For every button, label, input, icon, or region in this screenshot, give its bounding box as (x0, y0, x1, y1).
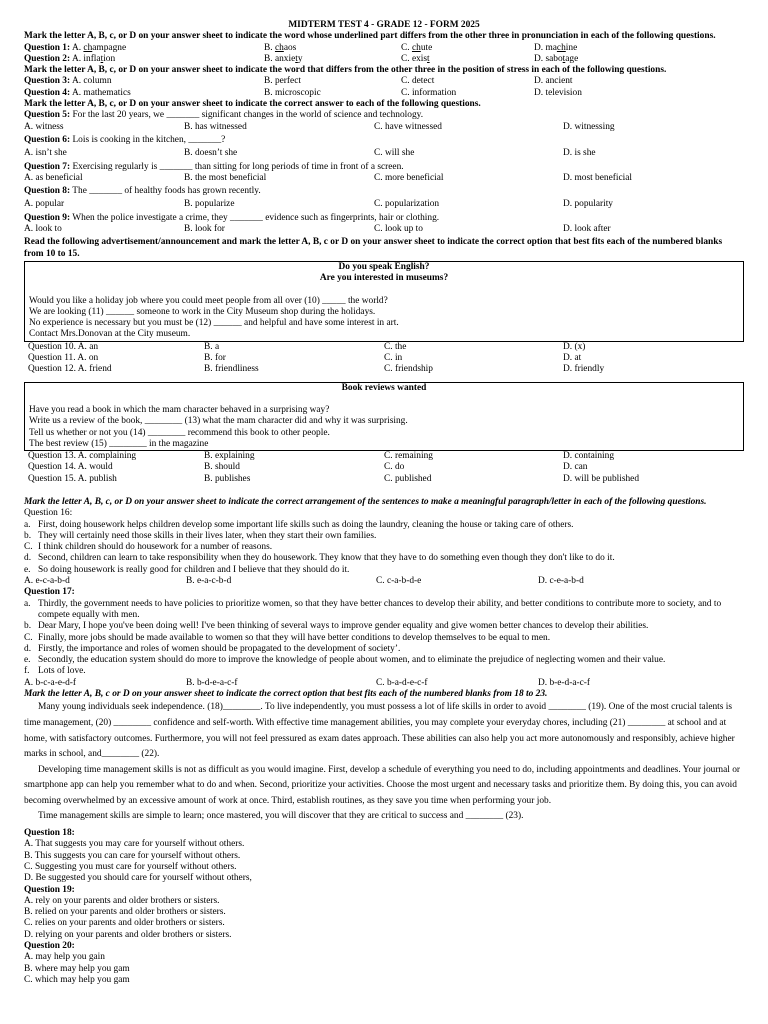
question-row (24, 54, 744, 65)
option-a: Question 1: A. champagne (24, 42, 127, 53)
book-review-line: Tell us whether or not you (14) ________ recommend this book to other people. (29, 427, 330, 438)
option-b: B. friendliness (204, 364, 259, 375)
option-b: B. where may help you gam (24, 963, 130, 974)
options-row (24, 678, 744, 689)
options-row (24, 199, 744, 210)
option-c: C. look up to (374, 224, 423, 235)
sentence-item: a. Thirdly, the government needs to have policies to prioritize women, so that they have better chances to develop their ability, and better conditions to contribute more to society, and to compete equally with men. (24, 598, 722, 620)
option-d: D. b-e-d-a-c-f (538, 677, 591, 688)
instruction-cloze: Mark the letter A, B, c or D on your answer sheet to indicate the correct option that best fits each of the numbered blanks from 18 to 23. (24, 689, 548, 700)
option-a: A. popular (24, 199, 65, 210)
question-stem: Question 7: Exercising regularly is _______ than sitting for long periods of time in front of a screen. (24, 161, 404, 172)
option-b: B. explaining (204, 451, 255, 462)
question-label: Question 17: (24, 587, 75, 598)
options-row (24, 576, 744, 587)
option-a: Question 12. A. friend (28, 364, 112, 375)
instruction-advertisement: Read the following advertisement/announcement and mark the letter A, B, c or D on your answer sheet to indicate the correct option that best fits each of the numbered blanks from 10 to 15. (24, 237, 723, 259)
option-d: D. can (563, 462, 588, 473)
option-a: A. b-c-a-e-d-f (24, 677, 77, 688)
option-d: D. c-e-a-b-d (538, 576, 584, 587)
question-label: Question 16: (24, 508, 73, 519)
sentence-item: C. Finally, more jobs should be made available to women so that they will have better conditions to develop themselves to be equal to men. (24, 632, 551, 643)
option-c: C. will she (374, 148, 415, 159)
instruction-arrangement: Mark the letter A, B, c, or D on your answer sheet to indicate the correct arrangement of the sentences to make a meaningful paragraph/letter in each of the following questions. (24, 496, 707, 507)
option-a: A. as beneficial (24, 172, 83, 183)
sentence-item: d. Firstly, the importance and roles of women should be propagated to the development of society’. (24, 643, 401, 654)
option-d: D. at (563, 353, 582, 364)
option-d: D. look after (563, 224, 611, 235)
option-a: Question 15. A. publish (28, 473, 117, 484)
instruction-stress: Mark the letter A, B, c, or D on your answer sheet to indicate the word that differs from the other three in the position of stress in each of the following questions. (24, 65, 667, 76)
option-a: A. That suggests you may care for yourself without others. (24, 839, 245, 850)
question-label: Question 18: (24, 828, 75, 839)
option-d: D. sabotage (534, 53, 579, 64)
options-row (24, 173, 744, 184)
option-d: D. Be suggested you should care for yourself without others, (24, 873, 252, 884)
option-c: C. the (384, 341, 407, 352)
advertisement-box (24, 261, 744, 342)
option-d: D. popularity (563, 199, 613, 210)
option-a: Question 4: A. mathematics (24, 87, 131, 98)
option-b: B. microscopic (264, 87, 321, 98)
options-row (24, 224, 744, 235)
option-c: C. chute (401, 42, 433, 53)
option-a: A. look to (24, 224, 62, 235)
options-row (24, 148, 744, 159)
option-c: C. Suggesting you must care for yourself without others. (24, 861, 237, 872)
option-c: C. published (384, 473, 432, 484)
question-stem: Question 5: For the last 20 years, we _______ significant changes in the world of science and technology. (24, 110, 424, 121)
option-c: C. more beneficial (374, 172, 444, 183)
option-b: B. a (204, 341, 220, 352)
option-b: B. has witnessed (184, 121, 247, 132)
option-c: C. remaining (384, 451, 433, 462)
option-b: B. the most beneficial (184, 172, 267, 183)
advertisement-line: We are looking (11) ______ someone to work in the City Museum shop during the holidays. (29, 306, 376, 317)
option-d: D. will be published (563, 473, 640, 484)
option-a: Question 13. A. complaining (28, 451, 137, 462)
option-d: D. machine (534, 42, 578, 53)
options-row (24, 342, 744, 353)
option-a: Question 2: A. inflation (24, 53, 116, 64)
options-row (24, 364, 744, 375)
book-review-line: Write us a review of the book, ________ (13) what the mam character did and why it was surprising. (29, 416, 408, 427)
option-c: C. c-a-b-d-e (376, 576, 422, 587)
option-b: B. b-d-e-a-c-f (186, 677, 238, 688)
option-d: D. friendly (563, 364, 605, 375)
option-a: A. isn’t she (24, 148, 67, 159)
options-row (24, 122, 744, 133)
option-b: B. for (204, 353, 226, 364)
option-c: C. friendship (384, 364, 433, 375)
option-c: C. exist (401, 53, 430, 64)
options-row (24, 474, 744, 485)
sentence-item: e. So doing housework is really good for children and I believe that they should do it. (24, 564, 350, 575)
option-c: C. popularization (374, 199, 440, 210)
option-b: B. publishes (204, 473, 251, 484)
option-d: D. relying on your parents and older brothers or sisters. (24, 929, 232, 940)
instruction-grammar: Mark the letter A, B, c, or D on your answer sheet to indicate the correct answer to each of the following questions. (24, 99, 481, 110)
option-d: D. ancient (534, 76, 573, 87)
passage-paragraph: Developing time management skills is not as difficult as you would imagine. First, develop a schedule of everything you need to do, including appointments and deadlines. Your journal or smartphone app can help you remember what to do and when. Second, prioritize your activities. Choose the most urgent and necessary tasks and prioritize them. By doing this, you can avoid becoming overwhelmed by an excessive amount of work at once. Third, establish routines, as they save you time when performing your job. (24, 764, 741, 806)
advertisement-line: Contact Mrs.Donovan at the City museum. (29, 329, 191, 340)
options-row (24, 451, 744, 462)
question-label: Question 19: (24, 884, 75, 895)
option-b: B. anxiety (264, 53, 303, 64)
option-b: B. look for (184, 224, 225, 235)
option-c: C. information (401, 87, 457, 98)
option-a: Question 14. A. would (28, 462, 113, 473)
instruction-pronunciation: Mark the letter A, B, c, or D on your answer sheet to indicate the word whose underlined part differs from the other three in pronunciation in each of the following questions. (24, 31, 716, 42)
sentence-item: f. Lots of love. (24, 666, 86, 677)
option-d: D. containing (563, 451, 615, 462)
page-title: MIDTERM TEST 4 - GRADE 12 - FORM 2025 (288, 20, 480, 30)
sentence-item: e. Secondly, the education system should do more to improve the knowledge of people about women, and to eliminate the prejudice of neglecting women and their value. (24, 655, 666, 666)
option-d: D. witnessing (563, 121, 615, 132)
book-review-title: Book reviews wanted (341, 382, 427, 393)
sentence-item: d. Second, children can learn to take responsibility when they do housework. They know that they have to do something even though they don't like to do it. (24, 553, 615, 564)
option-a: A. e-c-a-b-d (24, 576, 70, 587)
option-c: C. do (384, 462, 405, 473)
options-row (24, 353, 744, 364)
option-a: Question 10. A. an (28, 341, 99, 352)
passage-paragraph: Time management skills are simple to learn; once mastered, you will discover that they are critical to success and ________ (23). (38, 811, 524, 822)
advertisement-line: Would you like a holiday job where you could meet people from all over (10) _____ the world? (29, 295, 388, 306)
sentence-item: a. First, doing housework helps children develop some important life skills such as doing the laundry, cleaning the house or taking care of others. (24, 519, 574, 530)
question-row (24, 43, 744, 54)
book-review-line: The best review (15) ________ in the magazine (29, 438, 209, 449)
option-a: A. may help you gain (24, 952, 105, 963)
sentence-item: b. Dear Mary, I hope you've been doing well! I've been thinking of several ways to improve gender equality and give women better chances to develop their abilities. (24, 621, 649, 632)
option-c: C. b-a-d-e-c-f (376, 677, 428, 688)
question-stem: Question 9: When the police investigate a crime, they _______ evidence such as fingerprints, hair or clothing. (24, 212, 440, 223)
option-d: D. (x) (563, 341, 586, 352)
option-c: C. have witnessed (374, 121, 442, 132)
option-a: Question 11. A. on (28, 353, 99, 364)
question-stem: Question 8: The _______ of healthy foods has grown recently. (24, 186, 261, 197)
option-d: D. is she (563, 148, 596, 159)
sentence-item: C. I think children should do housework for a number of reasons. (24, 542, 273, 553)
option-a: Question 3: A. column (24, 76, 112, 87)
option-c: C. detect (401, 76, 435, 87)
option-d: D. most beneficial (563, 172, 632, 183)
question-label: Question 20: (24, 941, 75, 952)
option-b: B. chaos (264, 42, 297, 53)
option-c: C. in (384, 353, 403, 364)
options-row (24, 462, 744, 473)
option-b: B. e-a-c-b-d (186, 576, 232, 587)
option-b: B. popularize (184, 199, 235, 210)
option-b: B. This suggests you can care for yourself without others. (24, 850, 241, 861)
question-row (24, 76, 744, 87)
option-b: B. perfect (264, 76, 301, 87)
book-review-line: Have you read a book in which the mam character behaved in a surprising way? (29, 404, 330, 415)
passage-paragraph: Many young individuals seek independence. (18)________. To live independently, you must possess a lot of life skills in order to avoid ________ (19). One of the most crucial talents is time management, (20) ________ confidence and self-worth. With effective time management abilities, you may complete your everyday chores, including (21) ________ at school and at home, with satisfactory outcomes. Furthermore, you will not feel pressured as exam dates approach. These abilities can also help you act more autonomously and responsibly, achieve higher marks in school, and________ (22). (24, 702, 735, 760)
sentence-item: b. They will certainly need those skills in their lives later, when they start their own families. (24, 530, 377, 541)
book-review-box (24, 382, 744, 451)
option-d: D. television (534, 87, 582, 98)
option-c: C. relies on your parents and older brothers or sisters. (24, 918, 225, 929)
option-c: C. which may help you gam (24, 974, 130, 985)
option-a: A. witness (24, 121, 64, 132)
advertisement-title: Do you speak English? (338, 261, 430, 272)
option-b: B. doesn’t she (184, 148, 238, 159)
option-b: B. should (204, 462, 240, 473)
option-b: B. relied on your parents and older brothers or sisters. (24, 907, 226, 918)
question-stem: Question 6: Lois is cooking in the kitchen, _______? (24, 134, 226, 145)
option-a: A. rely on your parents and older brothers or sisters. (24, 895, 220, 906)
advertisement-line: No experience is necessary but you must be (12) ______ and helpful and have some interest in art. (29, 318, 399, 329)
advertisement-subtitle: Are you interested in museums? (319, 273, 449, 284)
question-row (24, 88, 744, 99)
